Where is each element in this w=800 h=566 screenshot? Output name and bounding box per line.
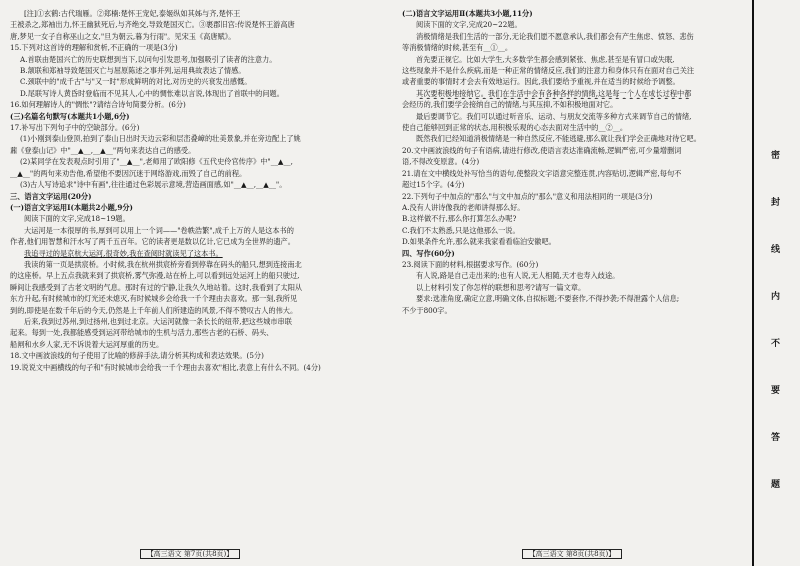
- right-line: 使自己能够回到正常的状态,用积极乐观的心态去面对生活中的__②__。: [402, 123, 628, 133]
- right-line: 以上材料引发了你怎样的联想和思考?请写一篇文章。: [416, 282, 586, 292]
- right-line: (二)语言文字运用Ⅱ(本题共3小题,11分): [402, 9, 533, 18]
- right-line: A.没有人讲诗像我的老师讲得那么好。: [402, 202, 525, 212]
- left-line: 船闸和水乡人家,无不诉说着大运河厚重的历史。: [10, 339, 164, 349]
- right-line: 22.下列句子中加点的"那么"与文中加点的"那么"意义和用法相同的一项是(3分): [402, 191, 653, 201]
- right-line: 首先要正视它。比如大学生,大多数学生都会感到紧张、焦虑,甚至是有冒口或失眠,: [416, 54, 675, 64]
- right-line: 等消极情绪的时候,甚至有__①__。: [402, 43, 513, 53]
- right-line: 最后要调节它。我们可以通过听音乐、运动、与朋友交流等多种方式来调节自己的情绪,: [416, 111, 692, 121]
- right-line: 其次要积极地接纳它。我们在生活中会有各种各样的情绪,这是每一个人在成长过程中都: [416, 88, 692, 98]
- left-line: __▲__"的两句来劝告他,希望他不要因沉迷于网络游戏,而毁了自己的前程。: [10, 168, 247, 178]
- page-7-body: [10, 8, 370, 373]
- left-line: 作者,他们用智慧和汗水写了两千五百年。它的读者更是数以亿计,它已成为全世界的遗产。: [10, 237, 295, 247]
- left-line: 17.补写出下列句子中的空缺部分。(6分): [10, 123, 140, 133]
- right-line: 语,不得改变原意。(4分): [402, 157, 480, 167]
- left-line: [注]①玄鹤:古代瑞雁。②郑楠:楚怀王宠妃,泰姬纵如其姊与齐,楚怀王: [24, 9, 241, 18]
- page-7: [0, 0, 380, 566]
- left-line: 后来,我到过苏州,到过扬州,也到过北京。大运河就像一条长长的纽带,把这些城市串联: [24, 316, 292, 326]
- left-line: 三、语言文字运用(20分): [10, 191, 92, 201]
- page-8-footer-label: 【高三语文 第8页(共8页)】: [522, 549, 623, 559]
- page-8: [392, 0, 752, 566]
- left-line: (三)名篇名句默写(本题共1小题,6分): [10, 111, 130, 121]
- right-line: 这些现象并不是什么疾病,而是一种正常的情绪反应,我们的注意力和身体只有在面对自己关注: [402, 66, 695, 76]
- left-line: 王被杀之,郑袖出力,怀王幽狱死后,与齐绝交,导致楚国灭亡。③裹郡旧宫:传说楚怀王游高唐: [10, 20, 295, 30]
- right-line: 会经历的,我们要学会接纳自己的情绪,与其压抑,不如积极地面对它。: [402, 100, 618, 110]
- right-line: 不少于800字。: [402, 305, 452, 315]
- left-line: 15.下列对这首诗的理解和赏析,不正确的一项是(3分): [10, 43, 178, 53]
- right-line: 要求:选准角度,确定立意,明确文体,自拟标题;不要套作,不得抄袭;不得泄露个人信息;: [416, 294, 680, 304]
- left-line: 瞬间让我感受到了古老文明的气息。那时有过的宁静,让我久久地站着。这时,我看到了太阳从: [10, 282, 303, 292]
- page-8-footer: [392, 549, 752, 560]
- left-line: 大运河是一本很厚的书,厚到可以用上一个词——"卷帙浩繁",成千上万的人是这本书的: [24, 225, 294, 235]
- left-line: 我追寻过的是京杭大运河,很奇妙,我在查阅时就读见了这本书。: [24, 248, 223, 258]
- left-line: 的这座桥。早上五点我就来到了拱宸桥,雾气弥漫,站在桥上,可以看到远处运河上的船只驶过,: [10, 271, 300, 281]
- right-line: B.这样做不行,那么你打算怎么办呢?: [402, 214, 517, 224]
- right-line: 或者重要的事情时才会去有效地运行。因此,我们要给予重视,并在适当的时候给予调整。: [402, 77, 680, 87]
- right-line: 消极情绪是我们生活的一部分,无论我们愿不愿意承认,我们都会有产生焦虑、愤怒、悲伤: [416, 31, 694, 41]
- left-line: A.首联由楚国兴亡的历史联想到当下,以问句引发思考,加强吸引了读者的注意力。: [20, 54, 277, 64]
- left-line: 东方升起,有时候城市的灯光还未熄灭,有时候城乡会给我一千个理由去喜欢。那一刻,我所见: [10, 294, 298, 304]
- binding-strip: [752, 0, 800, 566]
- right-line: 20.文中画波浪线的句子有语病,请进行修改,使语言表达准确流畅,逻辑严密,可少量增删词: [402, 145, 682, 155]
- left-line: C.颈联中的"成千古"与"又一时"形成鲜明的对比,对历史的兴衰发出感慨。: [20, 77, 252, 87]
- left-line: 到的,即使是在数千年后的今天,仍然是上千年前人们所建造的风景,不得不赞叹古人的伟大。: [10, 305, 298, 315]
- left-line: 我读的第一页是拱宸桥。小时候,我在杭州拱宸桥旁看到停靠在码头的船只,想到连接南北: [24, 259, 302, 269]
- right-line: 有人说,路是自己走出来的;也有人说,无人相随,天才也寿入歧途。: [416, 271, 620, 281]
- page-7-footer-label: 【高三语文 第7页(共8页)】: [140, 549, 241, 559]
- right-line: C.我们不太熟悉,只是这他那么一说。: [402, 225, 520, 235]
- left-line: 鼐《登泰山记》中"__▲__,__▲__"两句来表达自己的感受。: [10, 145, 196, 155]
- left-line: 18.文中画波浪线的句子使用了比喻的修辞手法,请分析其构成和表达效果。(5分): [10, 351, 264, 361]
- left-line: D.尾联写诗人黄昏时登临而不见其人,心中的惆怅难以言说,体现出了首联中的问题。: [20, 88, 284, 98]
- left-line: B.颔联和郑袖导致楚国灭亡与屈原陈述之事并列,运用典故表达了情感。: [20, 66, 246, 76]
- right-line: 超过15个字。(4分): [402, 180, 465, 190]
- left-line: (一)语言文字运用Ⅰ(本题共2小题,9分): [10, 202, 133, 212]
- right-line: 21.请在文中横线处补写恰当的语句,使整段文字语意完整连贯,内容贴切,逻辑严密,每句不: [402, 168, 682, 178]
- left-line: (2)某同学在发表观点时引用了"__▲__",老师用了欧阳修《五代史伶官传序》中"__▲__,: [20, 157, 293, 167]
- right-line: 23.阅读下面的材料,根据要求写作。(60分): [402, 259, 539, 269]
- left-line: (1)小刚到泰山登顶,拍到了泰山日出时天边云彩和层峦叠嶂的壮美景象,并在旁边配上了姚: [20, 134, 301, 144]
- left-line: 16.如何理解诗人的"惆怅"?请结合诗句简要分析。(6分): [10, 100, 186, 110]
- left-line: 唐,梦见一女子自称巫山之女,"旦为朝云,暮为行雨"。见宋玉《高唐赋》。: [10, 31, 236, 41]
- page-7-footer: [0, 549, 380, 560]
- page-8-body: [402, 8, 742, 316]
- binding-strip-text: 密封线内不要答题: [769, 150, 779, 526]
- right-line: 阅读下面的文字,完成20~22题。: [416, 20, 522, 30]
- left-line: (3)古人写诗追求"诗中有画",往往通过色彩展示意境,营造画面感,如"__▲__,__▲__"。: [20, 180, 287, 190]
- left-line: 19.说说文中画横线的句子和"有时候城市会给我一千个理由去喜欢"相比,表意上有什么不同。(4分): [10, 362, 321, 372]
- right-line: 四、写作(60分): [402, 248, 455, 258]
- right-line: 既然我们已经知道消极情绪是一种自然反应,不能逃避,那么就让我们学会正确地对待它吧。: [416, 134, 701, 144]
- left-line: 阅读下面的文字,完成18~19题。: [24, 214, 130, 224]
- right-line: D.如果条件允许,那么就来我家看看临泊安徽吧。: [402, 237, 556, 247]
- left-line: 起来。每到一处,我都能感受到运河带给城市的生机与活力,那些古老的石桥、码头、: [10, 328, 274, 338]
